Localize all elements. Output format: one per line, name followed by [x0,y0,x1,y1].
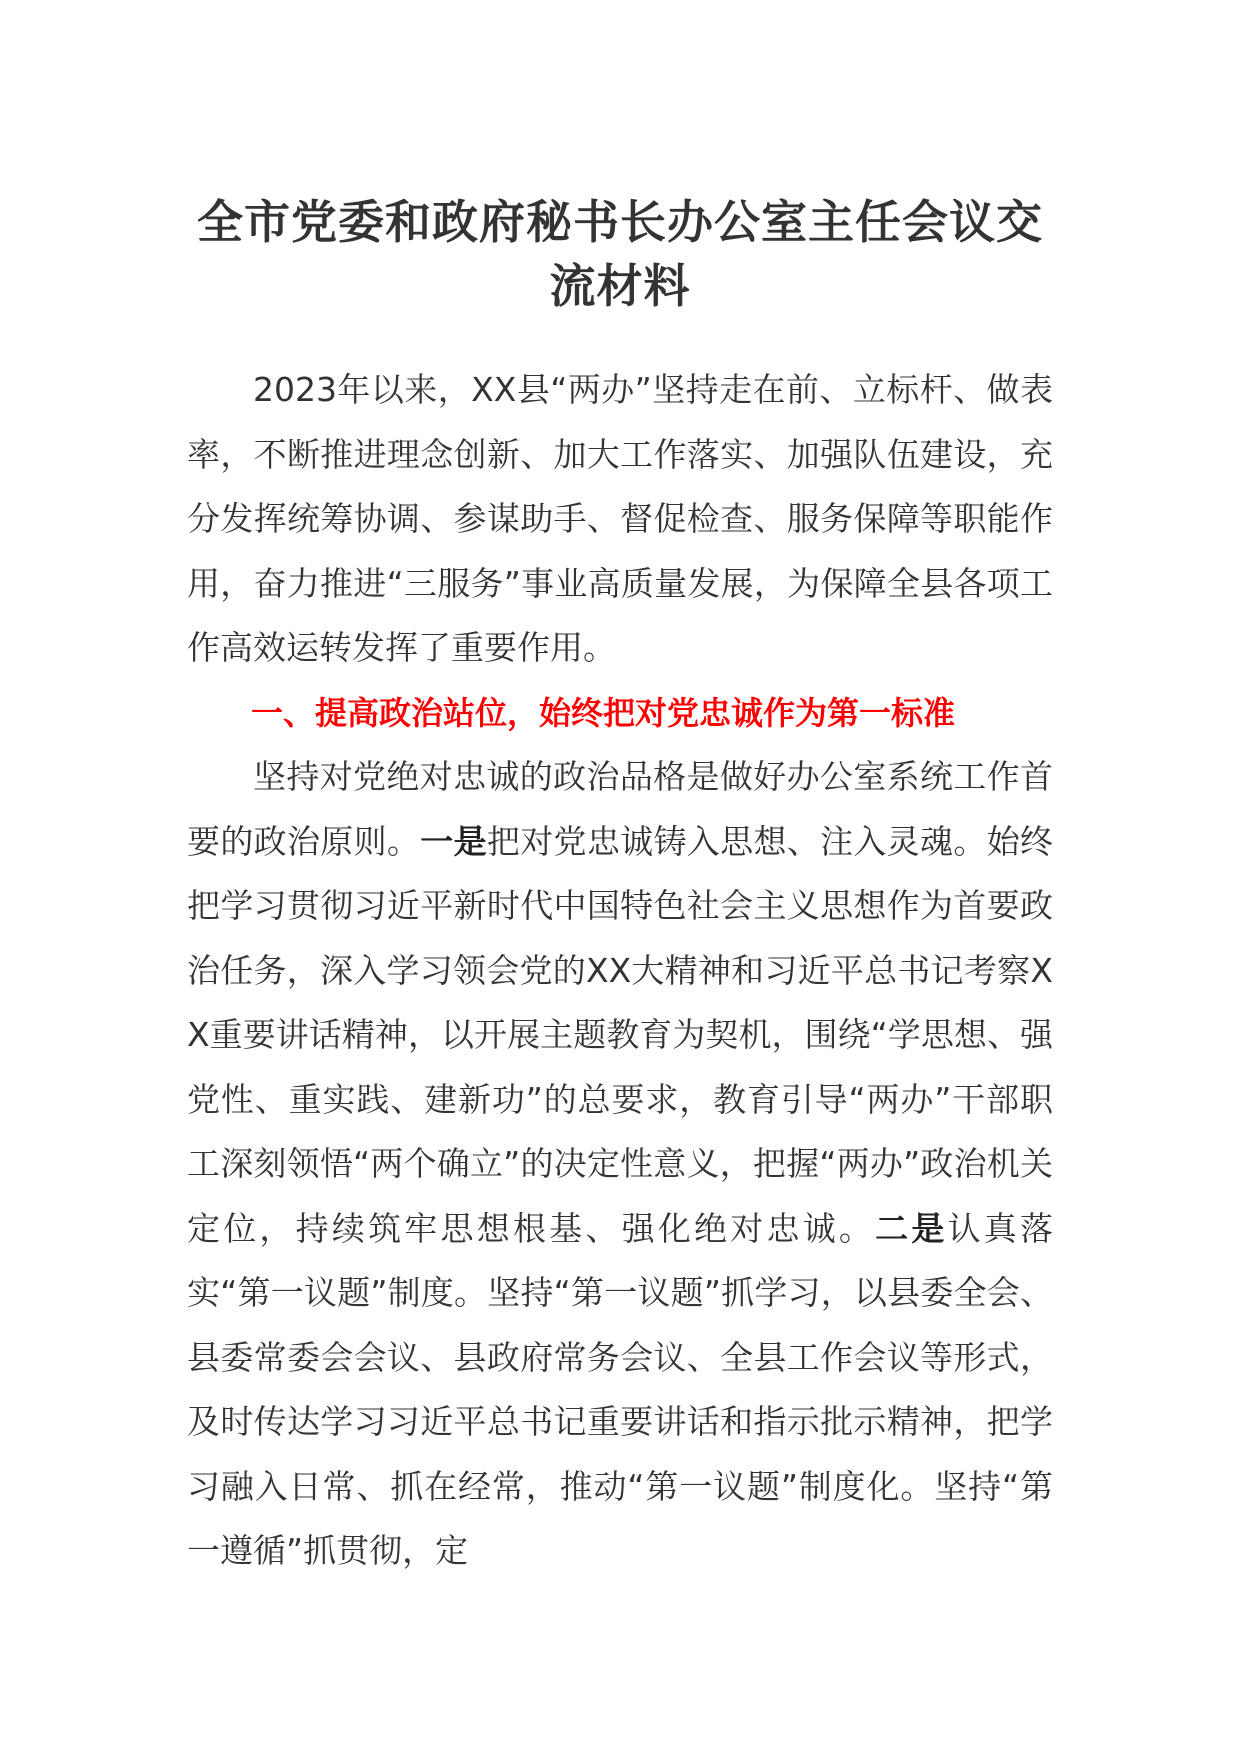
document-body [187,358,1053,1584]
intro-paragraph: 2023年以来，XX县“两办”坚持走在前、立标杆、做表率，不断推进理念创新、加大工作落实、加强队伍建设，充分发挥统筹协调、参谋助手、督促检查、服务保障等职能作用，奋力推进“三服务”事业高质量发展，为保障全县各项工作高效运转发挥了重要作用。 [187,370,1053,667]
paragraph-text: 把对党忠诚铸入思想、注入灵魂。始终把学习贯彻习近平新时代中国特色社会主义思想作为首要政治任务，深入学习领会党的XX大精神和习近平总书记考察XX重要讲话精神，以开展主题教育为契机，围绕“学思想、强党性、重实践、建新功”的总要求，教育引导“两办”干部职工深刻领悟“两个确立”的决定性意义，把握“两办”政治机关定位，持续筑牢思想根基、强化绝对忠诚。 [187,821,1054,1248]
document-title: 全市党委和政府秘书长办公室主任会议交流材料 [197,195,1043,313]
lead-phrase-2: 二是 [875,1208,948,1248]
section-1-paragraph [187,745,1053,1584]
paragraph-text: 坚持对党绝对忠诚的政治品格是做好办公室系统工作首要的政治原则。 [187,757,1053,861]
paragraph-text: 认真落实“第一议题”制度。坚持“第一议题”抓学习，以县委全会、县委常委会会议、县政府常务会议、全县工作会议等形式，及时传达学习习近平总书记重要讲话和指示批示精神，把学习融入日常、抓在经常，推动“第一议题”制度化。坚持“第一遵循”抓贯彻，定 [187,1208,1054,1570]
document-page [187,190,1053,1584]
lead-phrase-1: 一是 [420,821,487,861]
section-heading-1: 一、提高政治站位，始终把对党忠诚作为第一标准 [251,693,956,732]
